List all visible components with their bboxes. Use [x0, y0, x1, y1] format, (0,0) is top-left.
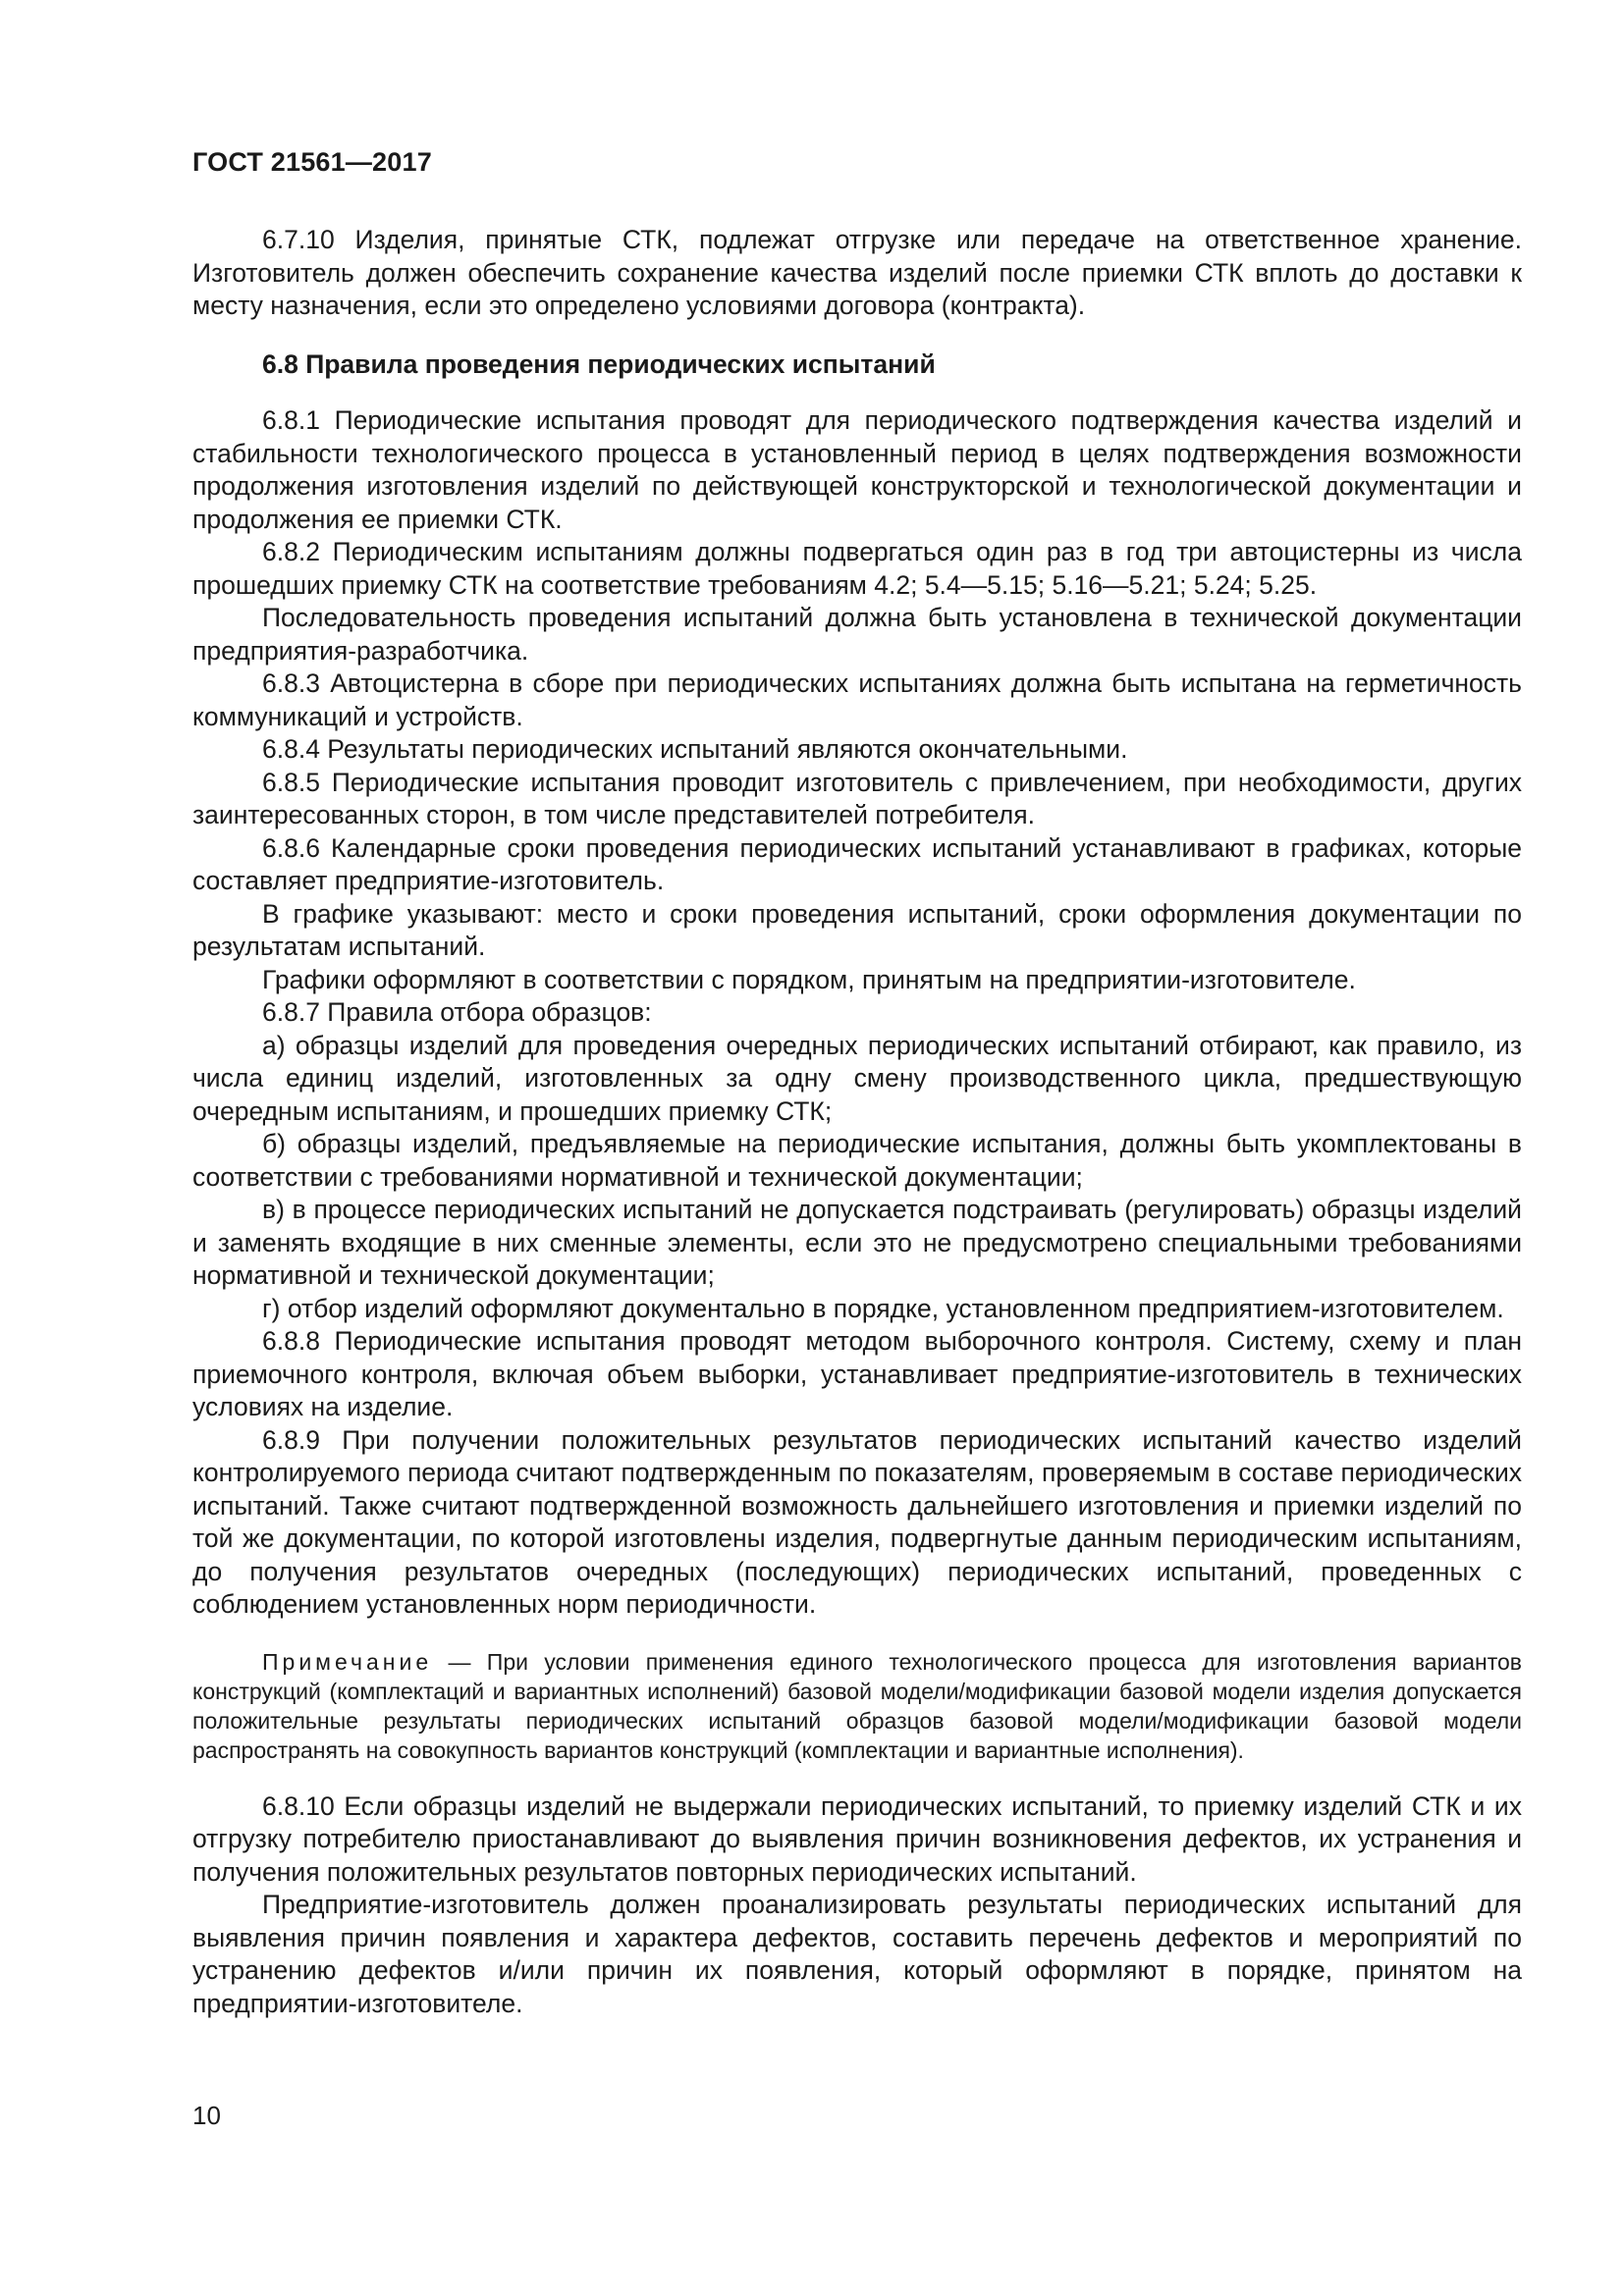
paragraph-6-8-2: 6.8.2 Периодическим испытаниям должны подвергаться один раз в год три автоцистерны из числа прошедших приемку СТК на соответствие требованиям 4.2; 5.4—5.15; 5.16—5.21; 5.24; 5.25. [192, 537, 1522, 600]
paragraph-manufacturer-analysis: Предприятие-изготовитель должен проанализировать результаты периодических испытаний для выявления причин появления и характера дефектов, составить перечень дефектов и мероприятий по устранению дефектов и/или причин их появления, который оформляют в порядке, принятом на предприятии-изготовителе. [192, 1890, 1522, 2018]
paragraph-6-8-4: 6.8.4 Результаты периодических испытаний являются окончательными. [262, 734, 1128, 764]
list-item-v: в) в процессе периодических испытаний не допускается подстраивать (регулировать) образцы изделий и заменять входящие в них сменные элементы, если это не предусмотрено специальными требованиями нормативной и технической документации; [192, 1195, 1522, 1290]
paragraph-sequence: Последовательность проведения испытаний должна быть установлена в технической документации предприятия-разработчика. [192, 603, 1522, 666]
document-header: ГОСТ 21561—2017 [192, 147, 432, 177]
paragraph-6-7-10: 6.7.10 Изделия, принятые СТК, подлежат отгрузке или передаче на ответственное хранение. Изготовитель должен обеспечить сохранение качества изделий после приемки СТК вплоть до доставки к месту назначения, если это определено условиями договора (контракта). [192, 225, 1522, 320]
list-item-a: а) образцы изделий для проведения очередных периодических испытаний отбирают, как правило, из числа единиц изделий, изготовленных за одну смену производственного цикла, предшествующую очередным испытаниям, и прошедших приемку СТК; [192, 1030, 1522, 1126]
page-number: 10 [192, 2101, 221, 2130]
paragraph-6-8-6: 6.8.6 Календарные сроки проведения периодических испытаний устанавливают в графиках, которые составляет предприятие-изготовитель. [192, 832, 1522, 895]
paragraph-6-8-8: 6.8.8 Периодические испытания проводят методом выборочного контроля. Систему, схему и план приемочного контроля, включая объем выборки, устанавливает предприятие-изготовитель в технических условиях на изделие. [192, 1326, 1522, 1421]
list-item-g: г) отбор изделий оформляют документально в порядке, установленном предприятием-изготовителем. [262, 1293, 1504, 1323]
paragraph-schedule-format: Графики оформляют в соответствии с порядком, принятым на предприятии-изготовителе. [262, 964, 1356, 994]
note [192, 1647, 1522, 1765]
section-heading-6-8: 6.8 Правила проведения периодических испытаний [262, 348, 936, 379]
note-text: — При условии применения единого технологического процесса для изготовления вариантов конструкций (комплектаций и вариантных исполнений) базовой модели/модификации базовой модели изделия допускается положительные результаты периодических испытаний образцов базовой модели/модификации базовой модели распространять на совокупность вариантов конструкций (комплектации и вариантные исполнения). [192, 1648, 1522, 1763]
paragraph-6-8-9: 6.8.9 При получении положительных результатов периодических испытаний качество изделий контролируемого периода считают подтвержденным по показателям, проверяемым в составе периодических испытаний. Также считают подтвержденной возможность дальнейшего изготовления и приемки изделий по той же документации, по которой изготовлены изделия, подвергнутые данным периодическим испытаниям, до получения результатов очередных (последующих) периодических испытаний, проведенных с соблюдением установленных норм периодичности. [192, 1424, 1522, 1619]
paragraph-6-8-5: 6.8.5 Периодические испытания проводит изготовитель с привлечением, при необходимости, других заинтересованных сторон, в том числе представителей потребителя. [192, 767, 1522, 829]
list-item-b: б) образцы изделий, предъявляемые на периодические испытания, должны быть укомплектованы в соответствии с требованиями нормативной и технической документации; [192, 1129, 1522, 1192]
note-label: Примечание [262, 1648, 433, 1675]
paragraph-6-8-3: 6.8.3 Автоцистерна в сборе при периодических испытаниях должна быть испытана на герметичность коммуникаций и устройств. [192, 668, 1522, 731]
paragraph-6-8-1: 6.8.1 Периодические испытания проводят для периодического подтверждения качества изделий и стабильности технологического процесса в установленный период в целях подтверждения возможности продолжения изготовления изделий по действующей конструкторской и технологической документации и продолжения ее приемки СТК. [192, 405, 1522, 534]
document-body [192, 224, 1522, 2020]
paragraph-6-8-7: 6.8.7 Правила отбора образцов: [262, 997, 652, 1027]
paragraph-schedule-contents: В графике указывают: место и сроки проведения испытаний, сроки оформления документации по результатам испытаний. [192, 898, 1522, 961]
paragraph-6-8-10: 6.8.10 Если образцы изделий не выдержали периодических испытаний, то приемку изделий СТК и их отгрузку потребителю приостанавливают до выявления причин возникновения дефектов, их устранения и получения положительных результатов повторных периодических испытаний. [192, 1790, 1522, 1887]
